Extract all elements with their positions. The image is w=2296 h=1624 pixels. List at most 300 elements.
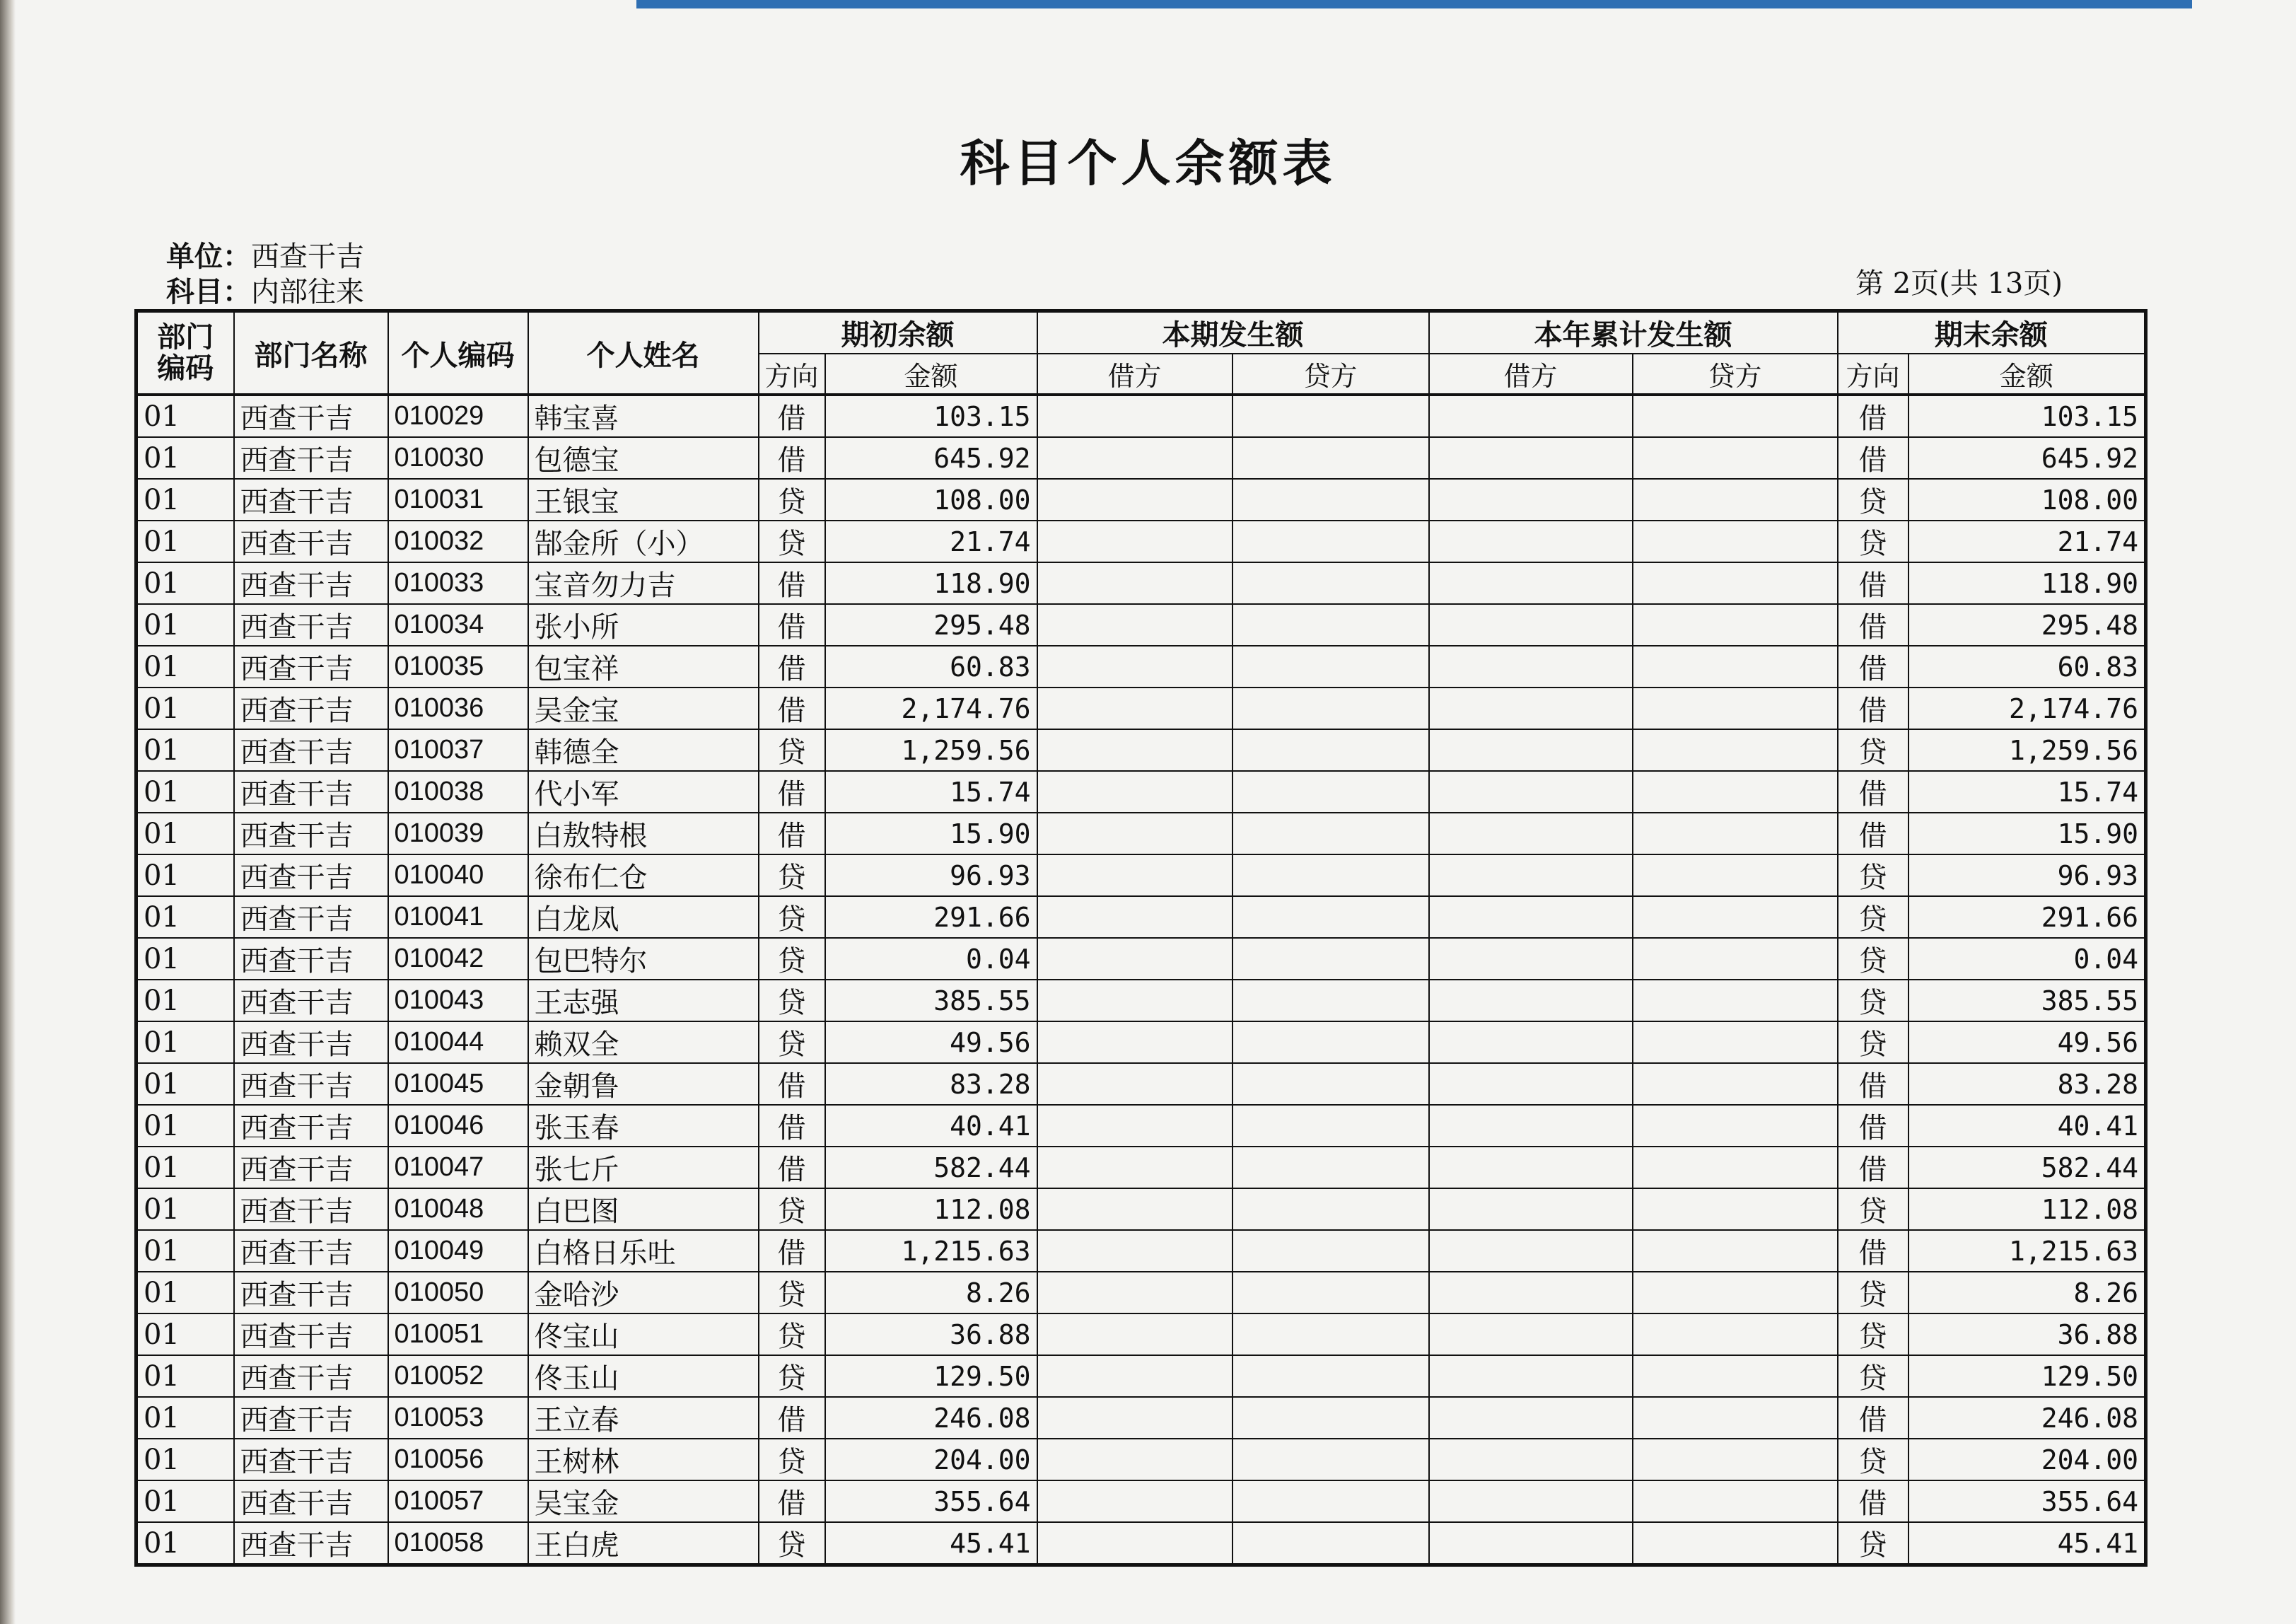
closing-direction-cell: 贷 (1838, 938, 1909, 980)
current-credit-cell (1233, 479, 1429, 521)
closing-amount-cell: 645.92 (1909, 437, 2146, 479)
closing-amount-cell: 1,259.56 (1909, 729, 2146, 771)
table-row (136, 479, 2146, 521)
opening-direction-cell: 借 (759, 646, 825, 688)
dept-name-cell: 西查干吉 (234, 1105, 388, 1147)
ytd-debit-cell (1429, 854, 1633, 896)
subject-value: 内部往来 (251, 276, 364, 308)
table-row (136, 604, 2146, 646)
dept-name-cell: 西查干吉 (234, 896, 388, 938)
current-credit-cell (1233, 604, 1429, 646)
person-code-cell: 010034 (388, 604, 528, 646)
closing-amount-cell: 49.56 (1909, 1021, 2146, 1063)
closing-amount-cell: 60.83 (1909, 646, 2146, 688)
ytd-debit-cell (1429, 521, 1633, 562)
dept-code-cell: 01 (136, 688, 234, 729)
table-row (136, 1230, 2146, 1272)
closing-amount-cell: 40.41 (1909, 1105, 2146, 1147)
closing-amount-cell: 36.88 (1909, 1313, 2146, 1355)
closing-direction-cell: 借 (1838, 604, 1909, 646)
opening-amount-cell: 2,174.76 (825, 688, 1037, 729)
current-credit-cell (1233, 896, 1429, 938)
dept-name-cell: 西查干吉 (234, 562, 388, 604)
ytd-debit-cell (1429, 938, 1633, 980)
opening-direction-cell: 借 (759, 437, 825, 479)
person-code-cell: 010057 (388, 1480, 528, 1522)
current-debit-cell (1037, 1397, 1233, 1439)
closing-amount-cell: 385.55 (1909, 980, 2146, 1021)
current-debit-cell (1037, 729, 1233, 771)
person-name-cell: 张玉春 (528, 1105, 759, 1147)
unit-line (166, 239, 364, 274)
current-debit-cell (1037, 771, 1233, 813)
dept-name-cell: 西查干吉 (234, 437, 388, 479)
closing-amount-cell: 1,215.63 (1909, 1230, 2146, 1272)
ytd-debit-cell (1429, 1105, 1633, 1147)
ytd-debit-cell (1429, 1522, 1633, 1565)
table-row (136, 521, 2146, 562)
closing-direction-cell: 借 (1838, 771, 1909, 813)
dept-code-cell: 01 (136, 437, 234, 479)
person-code-cell: 010047 (388, 1147, 528, 1188)
opening-direction-cell: 贷 (759, 1355, 825, 1397)
current-credit-cell (1233, 1063, 1429, 1105)
closing-amount-cell: 112.08 (1909, 1188, 2146, 1230)
person-code-cell: 010038 (388, 771, 528, 813)
table-row (136, 980, 2146, 1021)
dept-name-cell: 西查干吉 (234, 1355, 388, 1397)
closing-direction-cell: 贷 (1838, 479, 1909, 521)
opening-amount-cell: 582.44 (825, 1147, 1037, 1188)
current-debit-cell (1037, 938, 1233, 980)
closing-direction-cell: 贷 (1838, 896, 1909, 938)
current-credit-cell (1233, 980, 1429, 1021)
person-name-cell: 佟玉山 (528, 1355, 759, 1397)
person-name-cell: 王银宝 (528, 479, 759, 521)
person-name-cell: 金哈沙 (528, 1272, 759, 1313)
current-credit-cell (1233, 1480, 1429, 1522)
ytd-debit-cell (1429, 813, 1633, 854)
ytd-credit-cell (1633, 1439, 1838, 1480)
current-debit-cell (1037, 1439, 1233, 1480)
dept-code-cell: 01 (136, 604, 234, 646)
person-name-cell: 白龙凤 (528, 896, 759, 938)
table-row (136, 437, 2146, 479)
header-dept-code: 部门编码 (136, 311, 234, 395)
closing-direction-cell: 借 (1838, 688, 1909, 729)
opening-amount-cell: 204.00 (825, 1439, 1037, 1480)
closing-amount-cell: 103.15 (1909, 395, 2146, 437)
opening-amount-cell: 355.64 (825, 1480, 1037, 1522)
ytd-credit-cell (1633, 1397, 1838, 1439)
person-name-cell: 韩宝喜 (528, 395, 759, 437)
table-row (136, 1105, 2146, 1147)
header-current-debit: 借方 (1037, 354, 1233, 395)
dept-code-cell: 01 (136, 1021, 234, 1063)
person-name-cell: 白巴图 (528, 1188, 759, 1230)
person-code-cell: 010058 (388, 1522, 528, 1565)
dept-code-cell: 01 (136, 854, 234, 896)
person-name-cell: 张七斤 (528, 1147, 759, 1188)
dept-code-cell: 01 (136, 1147, 234, 1188)
dept-code-cell: 01 (136, 1272, 234, 1313)
current-credit-cell (1233, 1397, 1429, 1439)
person-name-cell: 张小所 (528, 604, 759, 646)
current-credit-cell (1233, 1230, 1429, 1272)
closing-direction-cell: 借 (1838, 1397, 1909, 1439)
person-code-cell: 010043 (388, 980, 528, 1021)
current-debit-cell (1037, 1105, 1233, 1147)
person-code-cell: 010037 (388, 729, 528, 771)
person-code-cell: 010039 (388, 813, 528, 854)
ytd-debit-cell (1429, 1021, 1633, 1063)
ytd-debit-cell (1429, 980, 1633, 1021)
current-debit-cell (1037, 395, 1233, 437)
current-debit-cell (1037, 1188, 1233, 1230)
ytd-debit-cell (1429, 1147, 1633, 1188)
ytd-debit-cell (1429, 1063, 1633, 1105)
opening-amount-cell: 385.55 (825, 980, 1037, 1021)
opening-direction-cell: 贷 (759, 1272, 825, 1313)
opening-direction-cell: 借 (759, 1147, 825, 1188)
closing-direction-cell: 贷 (1838, 1021, 1909, 1063)
person-code-cell: 010052 (388, 1355, 528, 1397)
current-debit-cell (1037, 688, 1233, 729)
ytd-debit-cell (1429, 1355, 1633, 1397)
opening-amount-cell: 21.74 (825, 521, 1037, 562)
person-name-cell: 佟宝山 (528, 1313, 759, 1355)
ytd-credit-cell (1633, 562, 1838, 604)
balance-table (134, 309, 2148, 1567)
closing-direction-cell: 贷 (1838, 854, 1909, 896)
opening-amount-cell: 49.56 (825, 1021, 1037, 1063)
table-row (136, 813, 2146, 854)
person-name-cell: 王立春 (528, 1397, 759, 1439)
current-credit-cell (1233, 1147, 1429, 1188)
header-dept-name: 部门名称 (234, 311, 388, 395)
person-name-cell: 包巴特尔 (528, 938, 759, 980)
opening-direction-cell: 借 (759, 395, 825, 437)
closing-amount-cell: 108.00 (1909, 479, 2146, 521)
person-name-cell: 韩德全 (528, 729, 759, 771)
person-name-cell: 郜金所（小） (528, 521, 759, 562)
header-ytd-credit: 贷方 (1633, 354, 1838, 395)
ytd-credit-cell (1633, 1105, 1838, 1147)
dept-code-cell: 01 (136, 1313, 234, 1355)
current-credit-cell (1233, 729, 1429, 771)
dept-name-cell: 西查干吉 (234, 688, 388, 729)
current-credit-cell (1233, 562, 1429, 604)
person-name-cell: 王树林 (528, 1439, 759, 1480)
dept-code-cell: 01 (136, 896, 234, 938)
current-credit-cell (1233, 938, 1429, 980)
opening-amount-cell: 645.92 (825, 437, 1037, 479)
closing-direction-cell: 借 (1838, 562, 1909, 604)
closing-direction-cell: 贷 (1838, 521, 1909, 562)
header-closing: 期末余额 (1838, 311, 2146, 354)
closing-amount-cell: 15.90 (1909, 813, 2146, 854)
table-row (136, 1522, 2146, 1565)
person-code-cell: 010040 (388, 854, 528, 896)
current-debit-cell (1037, 896, 1233, 938)
dept-code-cell: 01 (136, 813, 234, 854)
closing-amount-cell: 582.44 (1909, 1147, 2146, 1188)
opening-direction-cell: 贷 (759, 1021, 825, 1063)
dept-name-cell: 西查干吉 (234, 771, 388, 813)
ytd-debit-cell (1429, 1272, 1633, 1313)
current-debit-cell (1037, 604, 1233, 646)
dept-name-cell: 西查干吉 (234, 1188, 388, 1230)
ytd-credit-cell (1633, 771, 1838, 813)
ytd-credit-cell (1633, 1063, 1838, 1105)
closing-direction-cell: 贷 (1838, 1522, 1909, 1565)
current-credit-cell (1233, 1355, 1429, 1397)
table-row (136, 646, 2146, 688)
current-debit-cell (1037, 854, 1233, 896)
dept-name-cell: 西查干吉 (234, 1480, 388, 1522)
ytd-credit-cell (1633, 938, 1838, 980)
opening-amount-cell: 83.28 (825, 1063, 1037, 1105)
person-code-cell: 010048 (388, 1188, 528, 1230)
person-name-cell: 吴宝金 (528, 1480, 759, 1522)
opening-amount-cell: 96.93 (825, 854, 1037, 896)
closing-direction-cell: 贷 (1838, 1272, 1909, 1313)
person-code-cell: 010044 (388, 1021, 528, 1063)
opening-amount-cell: 129.50 (825, 1355, 1037, 1397)
ytd-credit-cell (1633, 1147, 1838, 1188)
header-person-code: 个人编码 (388, 311, 528, 395)
person-name-cell: 王白虎 (528, 1522, 759, 1565)
person-code-cell: 010033 (388, 562, 528, 604)
person-code-cell: 010030 (388, 437, 528, 479)
closing-amount-cell: 8.26 (1909, 1272, 2146, 1313)
opening-amount-cell: 246.08 (825, 1397, 1037, 1439)
dept-name-cell: 西查干吉 (234, 479, 388, 521)
opening-direction-cell: 借 (759, 1105, 825, 1147)
top-edge-strip (636, 0, 2192, 8)
current-debit-cell (1037, 1272, 1233, 1313)
current-debit-cell (1037, 479, 1233, 521)
ytd-debit-cell (1429, 604, 1633, 646)
page-title: 科目个人余额表 (960, 134, 1336, 192)
table-row (136, 1272, 2146, 1313)
closing-amount-cell: 295.48 (1909, 604, 2146, 646)
person-code-cell: 010050 (388, 1272, 528, 1313)
closing-amount-cell: 291.66 (1909, 896, 2146, 938)
person-name-cell: 包德宝 (528, 437, 759, 479)
current-credit-cell (1233, 521, 1429, 562)
opening-direction-cell: 贷 (759, 521, 825, 562)
closing-amount-cell: 45.41 (1909, 1522, 2146, 1565)
closing-direction-cell: 借 (1838, 1105, 1909, 1147)
closing-direction-cell: 借 (1838, 1063, 1909, 1105)
table-row (136, 1147, 2146, 1188)
opening-direction-cell: 贷 (759, 1188, 825, 1230)
current-credit-cell (1233, 1522, 1429, 1565)
closing-direction-cell: 借 (1838, 1230, 1909, 1272)
opening-direction-cell: 借 (759, 771, 825, 813)
closing-amount-cell: 15.74 (1909, 771, 2146, 813)
dept-name-cell: 西查干吉 (234, 1439, 388, 1480)
opening-direction-cell: 贷 (759, 479, 825, 521)
ytd-credit-cell (1633, 395, 1838, 437)
current-debit-cell (1037, 813, 1233, 854)
closing-direction-cell: 借 (1838, 1147, 1909, 1188)
table-row (136, 562, 2146, 604)
opening-direction-cell: 贷 (759, 1522, 825, 1565)
dept-code-cell: 01 (136, 938, 234, 980)
current-credit-cell (1233, 395, 1429, 437)
opening-amount-cell: 36.88 (825, 1313, 1037, 1355)
table-body (136, 395, 2146, 1565)
dept-code-cell: 01 (136, 521, 234, 562)
dept-name-cell: 西查干吉 (234, 938, 388, 980)
dept-name-cell: 西查干吉 (234, 729, 388, 771)
closing-amount-cell: 96.93 (1909, 854, 2146, 896)
ytd-debit-cell (1429, 896, 1633, 938)
opening-amount-cell: 0.04 (825, 938, 1037, 980)
dept-code-cell: 01 (136, 395, 234, 437)
dept-code-cell: 01 (136, 1105, 234, 1147)
dept-code-cell: 01 (136, 1522, 234, 1565)
dept-code-cell: 01 (136, 1230, 234, 1272)
dept-name-cell: 西查干吉 (234, 854, 388, 896)
header-ytd: 本年累计发生额 (1429, 311, 1838, 354)
ytd-debit-cell (1429, 688, 1633, 729)
opening-direction-cell: 贷 (759, 854, 825, 896)
person-code-cell: 010035 (388, 646, 528, 688)
person-code-cell: 010031 (388, 479, 528, 521)
header-current-credit: 贷方 (1233, 354, 1429, 395)
current-credit-cell (1233, 1021, 1429, 1063)
dept-code-cell: 01 (136, 980, 234, 1021)
closing-direction-cell: 贷 (1838, 980, 1909, 1021)
table-row (136, 1397, 2146, 1439)
table-row (136, 688, 2146, 729)
opening-direction-cell: 借 (759, 604, 825, 646)
table-row (136, 1439, 2146, 1480)
dept-code-cell: 01 (136, 771, 234, 813)
opening-amount-cell: 118.90 (825, 562, 1037, 604)
dept-code-cell: 01 (136, 479, 234, 521)
header-open-amount: 金额 (825, 354, 1037, 395)
person-name-cell: 金朝鲁 (528, 1063, 759, 1105)
opening-direction-cell: 贷 (759, 938, 825, 980)
ytd-debit-cell (1429, 646, 1633, 688)
opening-amount-cell: 15.74 (825, 771, 1037, 813)
current-debit-cell (1037, 1355, 1233, 1397)
closing-amount-cell: 355.64 (1909, 1480, 2146, 1522)
dept-name-cell: 西查干吉 (234, 1397, 388, 1439)
dept-name-cell: 西查干吉 (234, 1147, 388, 1188)
current-debit-cell (1037, 1063, 1233, 1105)
closing-direction-cell: 借 (1838, 395, 1909, 437)
closing-direction-cell: 贷 (1838, 1439, 1909, 1480)
table-row (136, 854, 2146, 896)
ytd-credit-cell (1633, 1230, 1838, 1272)
closing-direction-cell: 贷 (1838, 729, 1909, 771)
current-credit-cell (1233, 437, 1429, 479)
closing-amount-cell: 0.04 (1909, 938, 2146, 980)
dept-code-cell: 01 (136, 729, 234, 771)
ytd-debit-cell (1429, 1480, 1633, 1522)
opening-direction-cell: 借 (759, 688, 825, 729)
dept-name-cell: 西查干吉 (234, 1021, 388, 1063)
opening-amount-cell: 45.41 (825, 1522, 1037, 1565)
current-credit-cell (1233, 1188, 1429, 1230)
dept-name-cell: 西查干吉 (234, 395, 388, 437)
opening-direction-cell: 借 (759, 813, 825, 854)
current-credit-cell (1233, 1313, 1429, 1355)
ytd-credit-cell (1633, 479, 1838, 521)
current-debit-cell (1037, 562, 1233, 604)
closing-direction-cell: 贷 (1838, 1188, 1909, 1230)
ytd-credit-cell (1633, 896, 1838, 938)
dept-name-cell: 西查干吉 (234, 604, 388, 646)
opening-direction-cell: 贷 (759, 980, 825, 1021)
current-debit-cell (1037, 521, 1233, 562)
person-code-cell: 010041 (388, 896, 528, 938)
opening-direction-cell: 借 (759, 1230, 825, 1272)
closing-amount-cell: 83.28 (1909, 1063, 2146, 1105)
person-code-cell: 010049 (388, 1230, 528, 1272)
table-row (136, 896, 2146, 938)
current-debit-cell (1037, 1021, 1233, 1063)
opening-direction-cell: 贷 (759, 729, 825, 771)
person-code-cell: 010029 (388, 395, 528, 437)
header-opening: 期初余额 (759, 311, 1037, 354)
subject-line (166, 274, 364, 310)
current-debit-cell (1037, 1147, 1233, 1188)
ytd-debit-cell (1429, 1397, 1633, 1439)
ytd-credit-cell (1633, 646, 1838, 688)
subject-label: 科目： (166, 276, 251, 308)
person-name-cell: 徐布仁仓 (528, 854, 759, 896)
table-row (136, 771, 2146, 813)
person-name-cell: 赖双全 (528, 1021, 759, 1063)
ytd-debit-cell (1429, 1439, 1633, 1480)
table-row (136, 729, 2146, 771)
dept-name-cell: 西查干吉 (234, 1313, 388, 1355)
dept-name-cell: 西查干吉 (234, 1272, 388, 1313)
closing-direction-cell: 贷 (1838, 1313, 1909, 1355)
dept-name-cell: 西查干吉 (234, 646, 388, 688)
unit-label: 单位： (166, 240, 251, 273)
ytd-credit-cell (1633, 1313, 1838, 1355)
dept-code-cell: 01 (136, 1439, 234, 1480)
dept-code-cell: 01 (136, 1188, 234, 1230)
person-code-cell: 010032 (388, 521, 528, 562)
person-code-cell: 010045 (388, 1063, 528, 1105)
ytd-debit-cell (1429, 771, 1633, 813)
person-code-cell: 010046 (388, 1105, 528, 1147)
current-debit-cell (1037, 980, 1233, 1021)
ytd-credit-cell (1633, 813, 1838, 854)
closing-direction-cell: 借 (1838, 437, 1909, 479)
person-name-cell: 王志强 (528, 980, 759, 1021)
ytd-debit-cell (1429, 562, 1633, 604)
opening-direction-cell: 贷 (759, 1439, 825, 1480)
person-name-cell: 白格日乐吐 (528, 1230, 759, 1272)
ytd-debit-cell (1429, 437, 1633, 479)
opening-direction-cell: 借 (759, 1397, 825, 1439)
closing-amount-cell: 21.74 (1909, 521, 2146, 562)
header-close-direction: 方向 (1838, 354, 1909, 395)
opening-direction-cell: 借 (759, 562, 825, 604)
current-credit-cell (1233, 813, 1429, 854)
closing-amount-cell: 129.50 (1909, 1355, 2146, 1397)
ytd-debit-cell (1429, 729, 1633, 771)
